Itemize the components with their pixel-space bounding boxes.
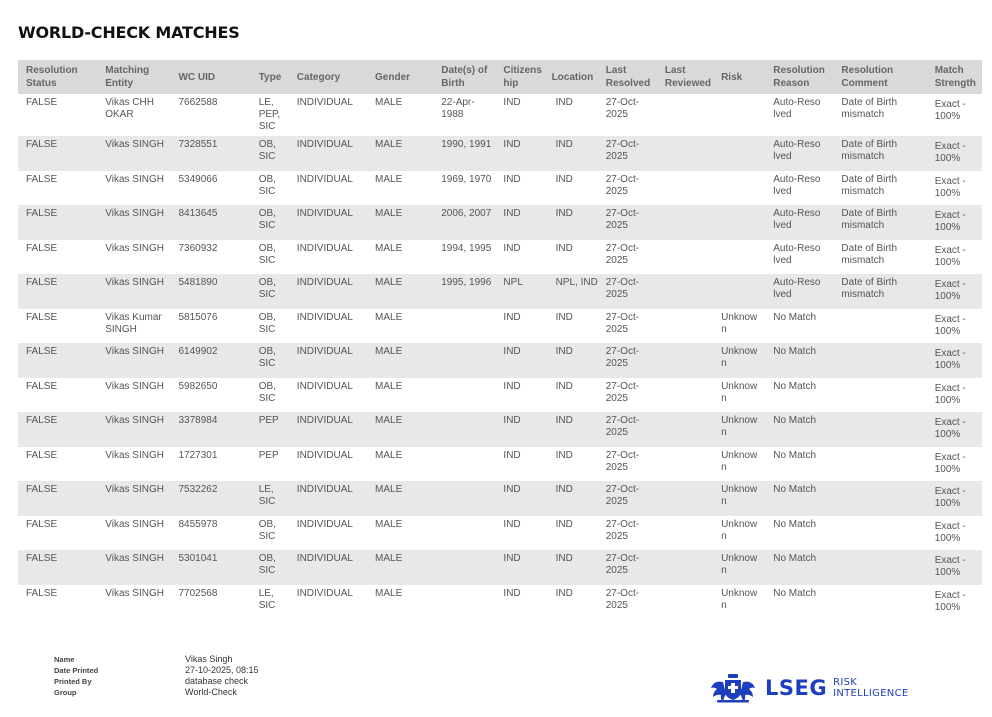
cell-risk: Unknown <box>721 587 758 611</box>
cell-citizenship: NPL <box>495 274 543 309</box>
cell-last-resolved: 27-Oct-2025 <box>598 550 657 585</box>
cell-matching-entity: Vikas SINGH <box>97 343 170 378</box>
cell-location: IND <box>544 412 598 447</box>
cell-risk <box>713 136 765 171</box>
cell-wc-uid: 5301041 <box>170 550 250 585</box>
cell-citizenship: IND <box>503 587 521 599</box>
cell-location: IND <box>555 311 573 323</box>
cell-type: OB, SIC <box>251 136 289 171</box>
cell-citizenship: IND <box>503 380 521 392</box>
cell-dates-of-birth <box>433 585 495 620</box>
cell-gender: MALE <box>367 550 433 585</box>
cell-category: INDIVIDUAL <box>296 97 353 108</box>
cell-risk: Unknown <box>713 550 765 585</box>
cell-last-resolved: 27-Oct-2025 <box>605 587 640 611</box>
cell-gender: MALE <box>375 242 403 254</box>
cell-location: IND <box>555 518 573 530</box>
cell-resolution-status: FALSE <box>18 274 97 309</box>
cell-category: INDIVIDUAL <box>296 587 353 599</box>
table-row <box>18 343 982 378</box>
cell-last-resolved: 27-Oct-2025 <box>605 518 640 542</box>
cell-type: OB, SIC <box>258 518 276 542</box>
cell-match-strength: Exact - 100% <box>934 520 966 544</box>
cell-last-resolved: 27-Oct-2025 <box>598 343 657 378</box>
cell-match-strength: Exact - 100% <box>934 589 966 613</box>
cell-wc-uid: 3378984 <box>170 412 250 447</box>
cell-location: IND <box>544 343 598 378</box>
cell-dates-of-birth: 1995, 1996 <box>433 274 495 309</box>
cell-dates-of-birth: 2006, 2007 <box>433 205 495 240</box>
cell-gender: MALE <box>367 136 433 171</box>
cell-resolution-reason: No Match <box>773 587 817 599</box>
table-row <box>18 171 982 206</box>
cell-dates-of-birth: 1969, 1970 <box>441 173 492 185</box>
cell-match-strength: Exact - 100% <box>927 412 982 447</box>
table-row <box>18 585 982 620</box>
column-header-wc-uid: WC UID <box>170 60 250 94</box>
cell-wc-uid: 5982650 <box>178 380 218 392</box>
column-header-resolution-reason: Resolution Reason <box>765 60 833 94</box>
cell-resolution-status: FALSE <box>26 380 58 392</box>
cell-dates-of-birth <box>433 343 495 378</box>
cell-citizenship: IND <box>495 481 543 516</box>
cell-location: IND <box>555 587 573 599</box>
cell-resolution-reason: Auto-Reso lved <box>773 173 821 197</box>
cell-gender: MALE <box>375 311 403 323</box>
table-row <box>18 447 982 482</box>
cell-matching-entity: Vikas SINGH <box>97 274 170 309</box>
cell-citizenship: IND <box>503 311 521 323</box>
cell-last-reviewed <box>657 171 713 206</box>
cell-wc-uid: 5481890 <box>170 274 250 309</box>
cell-match-strength: Exact - 100% <box>927 205 982 240</box>
cell-location: IND <box>555 173 573 185</box>
cell-dates-of-birth <box>433 412 495 447</box>
cell-last-resolved: 27-Oct-2025 <box>598 274 657 309</box>
cell-dates-of-birth <box>433 516 495 551</box>
cell-last-reviewed <box>657 274 713 309</box>
cell-type: LE, SIC <box>258 587 276 611</box>
cell-wc-uid: 7532262 <box>170 481 250 516</box>
cell-resolution-reason: Auto-Reso lved <box>773 242 821 266</box>
cell-dates-of-birth <box>433 481 495 516</box>
cell-location: IND <box>555 242 573 254</box>
column-header-category: Category <box>289 60 367 94</box>
cell-wc-uid: 7662588 <box>178 97 218 108</box>
cell-last-reviewed <box>657 378 713 413</box>
cell-citizenship: IND <box>503 449 521 461</box>
cell-location: NPL, IND <box>544 274 598 309</box>
meta-row-group <box>54 687 259 698</box>
cell-last-reviewed <box>657 240 713 275</box>
cell-type: OB, SIC <box>258 173 276 197</box>
meta-value-name: Vikas Singh <box>185 654 233 664</box>
cell-gender: MALE <box>367 412 433 447</box>
cell-matching-entity: Vikas SINGH <box>105 449 164 461</box>
cell-last-reviewed <box>657 94 713 136</box>
cell-wc-uid: 7702568 <box>178 587 218 599</box>
cell-dates-of-birth <box>433 550 495 585</box>
cell-risk <box>713 240 765 275</box>
cell-matching-entity: Vikas SINGH <box>105 587 164 599</box>
cell-resolution-status: FALSE <box>26 173 58 185</box>
cell-match-strength: Exact - 100% <box>927 136 982 171</box>
cell-location: IND <box>544 481 598 516</box>
cell-resolution-comment <box>833 412 926 447</box>
cell-wc-uid: 8455978 <box>178 518 218 530</box>
cell-type: PEP <box>251 412 289 447</box>
cell-gender: MALE <box>367 481 433 516</box>
cell-category: INDIVIDUAL <box>289 274 367 309</box>
cell-last-reviewed <box>657 136 713 171</box>
cell-citizenship: IND <box>503 242 521 254</box>
cell-location: IND <box>544 136 598 171</box>
cell-dates-of-birth <box>433 309 495 344</box>
cell-resolution-reason: No Match <box>773 518 817 530</box>
risk-intelligence-wordmark <box>833 677 908 699</box>
cell-gender: MALE <box>375 587 403 599</box>
cell-gender: MALE <box>367 343 433 378</box>
cell-risk: Unknown <box>713 481 765 516</box>
cell-citizenship: IND <box>495 136 543 171</box>
cell-category: INDIVIDUAL <box>296 311 353 323</box>
column-header-risk: Risk <box>713 60 765 94</box>
cell-last-reviewed <box>657 481 713 516</box>
column-header-matching-entity: Matching Entity <box>97 60 170 94</box>
lseg-logo <box>709 673 909 703</box>
cell-type: OB, SIC <box>258 380 276 404</box>
cell-match-strength: Exact - 100% <box>934 175 966 199</box>
column-header-last-reviewed: Last Reviewed <box>657 60 713 94</box>
column-header-match-strength: Match Strength <box>927 60 982 94</box>
cell-category: INDIVIDUAL <box>289 550 367 585</box>
cell-type: LE, SIC <box>251 481 289 516</box>
cell-last-resolved: 27-Oct-2025 <box>605 380 640 404</box>
table-row <box>18 274 982 309</box>
lseg-crest-icon <box>709 673 757 703</box>
cell-category: INDIVIDUAL <box>289 136 367 171</box>
cell-category: INDIVIDUAL <box>296 518 353 530</box>
cell-resolution-comment <box>833 585 926 620</box>
print-metadata <box>54 654 259 698</box>
cell-last-reviewed <box>657 550 713 585</box>
cell-citizenship: IND <box>503 97 521 108</box>
cell-matching-entity: Vikas SINGH <box>105 518 164 530</box>
cell-last-resolved: 27-Oct-2025 <box>605 97 640 120</box>
cell-wc-uid: 8413645 <box>170 205 250 240</box>
meta-label-date-printed: Date Printed <box>54 666 99 675</box>
cell-citizenship: IND <box>495 205 543 240</box>
cell-risk: Unknown <box>721 311 758 335</box>
table-row <box>18 378 982 413</box>
cell-resolution-reason: No Match <box>765 550 833 585</box>
column-header-dates-of-birth: Date(s) of Birth <box>433 60 495 94</box>
cell-matching-entity: Vikas SINGH <box>97 550 170 585</box>
cell-category: INDIVIDUAL <box>296 449 353 461</box>
cell-risk: Unknown <box>721 449 758 473</box>
cell-last-reviewed <box>657 412 713 447</box>
cell-resolution-status: FALSE <box>26 311 58 323</box>
cell-resolution-comment: Date of Birth mismatch <box>841 97 898 120</box>
table-row <box>18 309 982 344</box>
cell-location: IND <box>555 449 573 461</box>
cell-match-strength: Exact - 100% <box>927 274 982 309</box>
cell-category: INDIVIDUAL <box>296 173 353 185</box>
meta-row-name <box>54 654 259 665</box>
cell-gender: MALE <box>375 97 403 108</box>
lseg-wordmark: LSEG <box>765 676 828 700</box>
cell-resolution-comment: Date of Birth mismatch <box>833 274 926 309</box>
cell-citizenship: IND <box>503 518 521 530</box>
cell-resolution-reason: No Match <box>765 343 833 378</box>
cell-resolution-reason: Auto-Reso lved <box>765 205 833 240</box>
cell-matching-entity: Vikas SINGH <box>97 205 170 240</box>
cell-resolution-comment: Date of Birth mismatch <box>833 136 926 171</box>
meta-label-name: Name <box>54 655 75 664</box>
column-header-type: Type <box>251 60 289 94</box>
cell-dates-of-birth: 1994, 1995 <box>441 242 492 254</box>
cell-citizenship: IND <box>495 343 543 378</box>
cell-dates-of-birth <box>433 447 495 482</box>
cell-match-strength: Exact - 100% <box>934 313 966 337</box>
cell-risk <box>713 274 765 309</box>
world-check-matches-table <box>18 60 982 619</box>
table-row <box>18 550 982 585</box>
column-header-resolution-status: Resolution Status <box>18 60 97 94</box>
cell-gender: MALE <box>367 274 433 309</box>
cell-location: IND <box>544 550 598 585</box>
cell-risk <box>713 94 765 136</box>
cell-resolution-status: FALSE <box>18 205 97 240</box>
cell-match-strength: Exact - 100% <box>934 244 966 268</box>
cell-resolution-status: FALSE <box>26 97 58 108</box>
cell-citizenship: IND <box>495 412 543 447</box>
cell-resolution-status: FALSE <box>18 481 97 516</box>
cell-resolution-comment <box>833 343 926 378</box>
cell-type: OB, SIC <box>251 343 289 378</box>
cell-resolution-reason: No Match <box>773 449 817 461</box>
cell-resolution-status: FALSE <box>18 343 97 378</box>
meta-label-group: Group <box>54 688 77 697</box>
cell-resolution-status: FALSE <box>18 136 97 171</box>
cell-wc-uid: 5349066 <box>178 173 218 185</box>
intelligence-text: INTELLIGENCE <box>833 688 909 699</box>
cell-resolution-comment: Date of Birth mismatch <box>841 173 898 197</box>
cell-match-strength: Exact - 100% <box>927 481 982 516</box>
cell-matching-entity: Vikas SINGH <box>97 136 170 171</box>
cell-matching-entity: Vikas CHH OKAR <box>105 97 154 120</box>
cell-resolution-reason: Auto-Reso lved <box>765 136 833 171</box>
table-row <box>18 205 982 240</box>
cell-resolution-reason: No Match <box>773 311 817 323</box>
page-title: WORLD-CHECK MATCHES <box>18 23 240 42</box>
column-header-last-resolved: Last Resolved <box>598 60 657 94</box>
cell-resolution-reason: No Match <box>765 412 833 447</box>
cell-risk: Unknown <box>721 518 758 542</box>
meta-label-printed-by: Printed By <box>54 677 92 686</box>
cell-risk: Unknown <box>721 380 758 404</box>
cell-location: IND <box>555 380 573 392</box>
cell-last-resolved: 27-Oct-2025 <box>605 242 640 266</box>
cell-resolution-comment <box>833 550 926 585</box>
cell-match-strength: Exact - 100% <box>934 382 966 406</box>
table-row <box>18 136 982 171</box>
cell-resolution-status: FALSE <box>26 242 58 254</box>
cell-last-resolved: 27-Oct-2025 <box>605 449 640 473</box>
cell-resolution-comment <box>833 447 926 482</box>
cell-category: INDIVIDUAL <box>289 205 367 240</box>
cell-matching-entity: Vikas SINGH <box>105 173 164 185</box>
cell-category: INDIVIDUAL <box>296 242 353 254</box>
cell-resolution-status: FALSE <box>18 550 97 585</box>
cell-resolution-status: FALSE <box>26 449 58 461</box>
cell-risk: Unknown <box>713 343 765 378</box>
cell-category: INDIVIDUAL <box>296 380 353 392</box>
cell-location: IND <box>555 97 573 108</box>
cell-last-resolved: 27-Oct-2025 <box>605 311 640 335</box>
cell-matching-entity: Vikas SINGH <box>97 481 170 516</box>
cell-resolution-comment <box>833 309 926 344</box>
cell-last-resolved: 27-Oct-2025 <box>598 481 657 516</box>
cell-match-strength: Exact - 100% <box>934 451 966 475</box>
cell-gender: MALE <box>375 518 403 530</box>
cell-gender: MALE <box>367 205 433 240</box>
cell-risk <box>713 205 765 240</box>
cell-resolution-status: FALSE <box>26 587 58 599</box>
cell-resolution-status: FALSE <box>26 518 58 530</box>
table-body <box>18 94 982 619</box>
cell-gender: MALE <box>375 449 403 461</box>
cell-last-reviewed <box>657 447 713 482</box>
cell-risk <box>713 171 765 206</box>
table-row <box>18 516 982 551</box>
cell-citizenship: IND <box>503 173 521 185</box>
cell-matching-entity: Vikas SINGH <box>105 380 164 392</box>
cell-resolution-reason: Auto-Reso lved <box>765 274 833 309</box>
cell-resolution-status: FALSE <box>18 412 97 447</box>
cell-wc-uid: 7360932 <box>178 242 218 254</box>
cell-gender: MALE <box>375 380 403 392</box>
cell-category: INDIVIDUAL <box>289 412 367 447</box>
cell-dates-of-birth: 22-Apr-1988 <box>441 97 475 120</box>
cell-type: LE, PEP, SIC <box>258 97 281 132</box>
cell-resolution-reason: No Match <box>773 380 817 392</box>
cell-resolution-reason: No Match <box>765 481 833 516</box>
cell-wc-uid: 6149902 <box>170 343 250 378</box>
cell-wc-uid: 1727301 <box>178 449 218 461</box>
cell-resolution-comment: Date of Birth mismatch <box>833 205 926 240</box>
cell-location: IND <box>544 205 598 240</box>
cell-last-reviewed <box>657 585 713 620</box>
cell-category: INDIVIDUAL <box>289 481 367 516</box>
cell-resolution-comment <box>833 378 926 413</box>
meta-row-date-printed <box>54 665 259 676</box>
cell-matching-entity: Vikas Kumar SINGH <box>105 311 162 335</box>
cell-matching-entity: Vikas SINGH <box>97 412 170 447</box>
cell-last-reviewed <box>657 516 713 551</box>
cell-last-reviewed <box>657 309 713 344</box>
cell-citizenship: IND <box>495 550 543 585</box>
cell-type: OB, SIC <box>258 311 276 335</box>
meta-value-date-printed: 27-10-2025, 08:15 <box>185 665 259 675</box>
cell-last-resolved: 27-Oct-2025 <box>598 412 657 447</box>
cell-resolution-reason: Auto-Reso lved <box>773 97 821 120</box>
cell-wc-uid: 7328551 <box>170 136 250 171</box>
column-header-gender: Gender <box>367 60 433 94</box>
meta-value-group: World-Check <box>185 687 237 697</box>
cell-resolution-comment <box>833 481 926 516</box>
cell-match-strength: Exact - 100% <box>934 99 966 122</box>
cell-type: OB, SIC <box>251 205 289 240</box>
cell-risk: Unknown <box>713 412 765 447</box>
cell-type: OB, SIC <box>251 550 289 585</box>
header-row <box>18 60 982 94</box>
cell-last-reviewed <box>657 205 713 240</box>
cell-resolution-comment <box>833 516 926 551</box>
cell-last-resolved: 27-Oct-2025 <box>605 173 640 197</box>
column-header-citizenship: Citizens hip <box>495 60 543 94</box>
cell-type: OB, SIC <box>258 242 276 266</box>
cell-category: INDIVIDUAL <box>289 343 367 378</box>
table-row <box>18 240 982 275</box>
cell-type: OB, SIC <box>251 274 289 309</box>
cell-gender: MALE <box>375 173 403 185</box>
table-row <box>18 481 982 516</box>
cell-matching-entity: Vikas SINGH <box>105 242 164 254</box>
risk-text: RISK <box>833 677 858 688</box>
cell-dates-of-birth: 1990, 1991 <box>433 136 495 171</box>
cell-last-reviewed <box>657 343 713 378</box>
table-row <box>18 94 982 136</box>
cell-resolution-comment: Date of Birth mismatch <box>841 242 898 266</box>
table-row <box>18 412 982 447</box>
cell-match-strength: Exact - 100% <box>927 550 982 585</box>
column-header-location: Location <box>544 60 598 94</box>
cell-dates-of-birth <box>433 378 495 413</box>
cell-last-resolved: 27-Oct-2025 <box>598 205 657 240</box>
meta-row-printed-by <box>54 676 259 687</box>
column-header-resolution-comment: Resolution Comment <box>833 60 926 94</box>
cell-last-resolved: 27-Oct-2025 <box>598 136 657 171</box>
cell-type: PEP <box>258 449 279 461</box>
meta-value-printed-by: database check <box>185 676 249 686</box>
table-header <box>18 60 982 94</box>
cell-match-strength: Exact - 100% <box>927 343 982 378</box>
cell-wc-uid: 5815076 <box>178 311 218 323</box>
